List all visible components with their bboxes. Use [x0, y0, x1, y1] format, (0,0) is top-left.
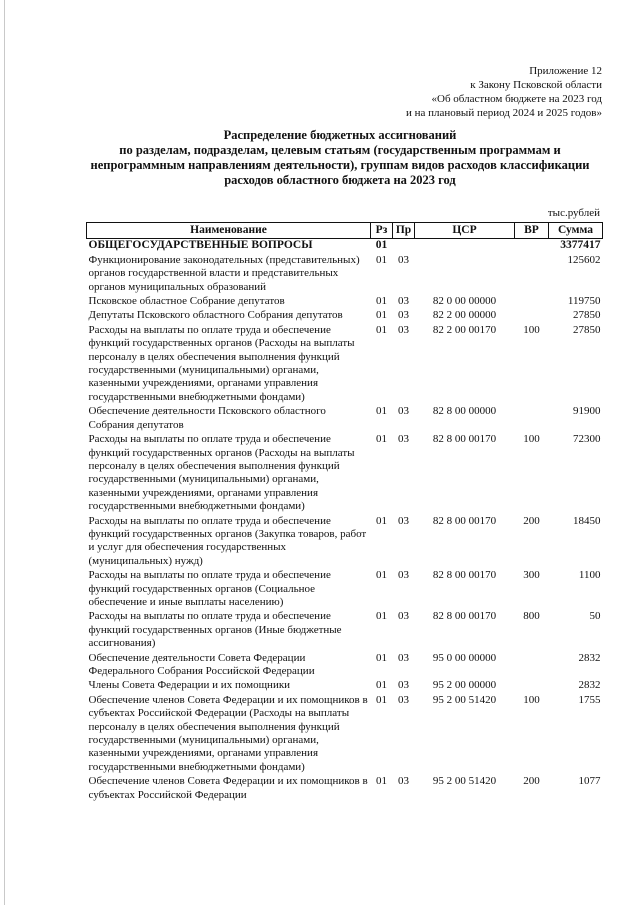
- cell-rz: 01: [375, 239, 388, 252]
- cell-pr: 03: [398, 405, 409, 418]
- cell-pr: 03: [398, 253, 409, 266]
- cell-vr: 200: [523, 775, 540, 788]
- cell-vr: [515, 239, 549, 254]
- cell-rz: 01: [376, 433, 387, 446]
- table-row: [87, 254, 603, 295]
- cell-name: Расходы на выплаты по оплате труда и обеспечение функций государственных органов (Расходы на выплаты персоналу в целях обеспечения выполнения функций государственными (муниципальными) органами, казенными учреждениями, органами управления государственными внебюджетными фондами): [88, 323, 355, 403]
- table-row: [87, 694, 603, 775]
- appendix-line: и на плановый период 2024 и 2025 годов»: [405, 107, 602, 119]
- cell-pr: 03: [398, 569, 409, 582]
- cell-csr: 82 0 00 00000: [432, 295, 497, 308]
- scan-edge: [4, 0, 5, 905]
- cell-csr: 82 8 00 00170: [432, 514, 497, 527]
- cell-rz: 01: [376, 253, 387, 266]
- title-line: расходов областного бюджета на 2023 год: [224, 173, 456, 187]
- cell-name: Члены Совета Федерации и их помощники: [88, 679, 291, 692]
- cell-csr: 95 2 00 51420: [432, 693, 497, 706]
- cell-name: Обеспечение деятельности Совета Федерации Федерального Собрания Российской Федерации: [88, 651, 315, 677]
- cell-rz: 01: [376, 295, 387, 308]
- header-csr: ЦСР: [415, 223, 515, 239]
- cell-pr: 03: [398, 309, 409, 322]
- cell-pr: 03: [398, 514, 409, 527]
- cell-rz: 01: [376, 679, 387, 692]
- table-header-row: [87, 223, 603, 239]
- appendix-line: к Закону Псковской области: [470, 79, 602, 91]
- table-row: [87, 569, 603, 610]
- cell-vr: 100: [523, 693, 540, 706]
- cell-name: Депутаты Псковского областного Собрания депутатов: [88, 309, 343, 322]
- cell-sum: 3377417: [560, 239, 601, 252]
- cell-sum: 125602: [567, 253, 601, 266]
- cell-vr: 100: [523, 433, 540, 446]
- header-sum: Сумма: [549, 223, 603, 239]
- cell-pr: 03: [398, 651, 409, 664]
- cell-vr: 300: [523, 569, 540, 582]
- cell-rz: 01: [376, 309, 387, 322]
- cell-name: Обеспечение членов Совета Федерации и их помощников в субъектах Российской Федерации: [88, 775, 368, 801]
- cell-vr: [515, 295, 549, 309]
- table-row: [87, 239, 603, 254]
- cell-name: ОБЩЕГОСУДАРСТВЕННЫЕ ВОПРОСЫ: [88, 239, 313, 252]
- table-row: [87, 433, 603, 514]
- cell-csr: 82 8 00 00170: [432, 433, 497, 446]
- cell-csr: 82 8 00 00000: [432, 405, 497, 418]
- table-row: [87, 679, 603, 693]
- header-pr: Пр: [393, 223, 415, 239]
- cell-vr: [515, 652, 549, 680]
- cell-csr: [415, 239, 515, 254]
- appendix-note: [406, 64, 602, 120]
- cell-pr: 03: [398, 323, 409, 336]
- cell-name: Псковское областное Собрание депутатов: [88, 295, 285, 308]
- title-line: по разделам, подразделам, целевым статьям (государственным программам и: [119, 143, 561, 157]
- cell-rz: 01: [376, 651, 387, 664]
- cell-csr: 82 2 00 00170: [432, 323, 497, 336]
- units-label: тыс.рублей: [547, 207, 600, 219]
- table-row: [87, 309, 603, 323]
- cell-sum: 50: [589, 610, 601, 623]
- cell-rz: 01: [376, 323, 387, 336]
- cell-sum: 2832: [578, 651, 601, 664]
- cell-pr: 03: [398, 610, 409, 623]
- cell-rz: 01: [376, 693, 387, 706]
- cell-sum: 27850: [573, 323, 601, 336]
- cell-name: Расходы на выплаты по оплате труда и обеспечение функций государственных органов (Социальное обеспечение и иные выплаты населению): [88, 569, 331, 608]
- cell-name: Обеспечение членов Совета Федерации и их помощников в субъектах Российской Федерации (Расходы на выплаты персоналу в целях обеспечения выполнения функций государственными (муниципальными) органами, казенными учреждениями, органами управления государственными внебюджетными фондами): [88, 693, 368, 773]
- cell-name: Функционирование законодательных (представительных) органов государственной власти и представительных органов муниципальных образований: [88, 253, 360, 293]
- title-line: Распределение бюджетных ассигнований: [223, 128, 457, 142]
- cell-sum: 1077: [578, 775, 601, 788]
- cell-csr: 95 2 00 00000: [432, 679, 497, 692]
- cell-pr: 03: [398, 433, 409, 446]
- table-row: [87, 775, 603, 803]
- cell-name: Расходы на выплаты по оплате труда и обеспечение функций государственных органов (Иные бюджетные ассигнования): [88, 610, 342, 650]
- budget-table: [86, 222, 603, 803]
- cell-sum: 27850: [573, 309, 601, 322]
- cell-rz: 01: [376, 514, 387, 527]
- appendix-line: Приложение 12: [529, 65, 602, 77]
- cell-rz: 01: [376, 405, 387, 418]
- cell-pr: [393, 239, 415, 254]
- cell-name: Расходы на выплаты по оплате труда и обеспечение функций государственных органов (Закупка товаров, работ и услуг для обеспечения государственных (муниципальных) нужд): [88, 514, 367, 567]
- cell-sum: 18450: [573, 514, 601, 527]
- cell-csr: 95 2 00 51420: [432, 775, 497, 788]
- cell-pr: 03: [398, 775, 409, 788]
- cell-csr: 95 0 00 00000: [432, 651, 497, 664]
- cell-sum: 2832: [578, 679, 601, 692]
- cell-pr: 03: [398, 679, 409, 692]
- cell-pr: 03: [398, 693, 409, 706]
- header-vr: ВР: [515, 223, 549, 239]
- cell-sum: 1755: [578, 693, 601, 706]
- cell-vr: [515, 254, 549, 295]
- cell-vr: [515, 309, 549, 323]
- table-row: [87, 295, 603, 309]
- cell-vr: 100: [523, 323, 540, 336]
- appendix-line: «Об областном бюджете на 2023 год: [431, 93, 602, 105]
- document-title: [70, 128, 610, 188]
- cell-sum: 72300: [573, 433, 601, 446]
- cell-name: Обеспечение деятельности Псковского областного Собрания депутатов: [88, 405, 326, 431]
- cell-csr: 82 8 00 00170: [432, 610, 497, 623]
- cell-rz: 01: [376, 775, 387, 788]
- table-row: [87, 405, 603, 433]
- cell-sum: 119750: [567, 295, 601, 308]
- cell-sum: 91900: [573, 405, 601, 418]
- title-line: непрограммным направлениям деятельности), группам видов расходов классификации: [90, 158, 590, 172]
- cell-vr: [515, 405, 549, 433]
- table-row: [87, 324, 603, 405]
- cell-sum: 1100: [578, 569, 601, 582]
- cell-csr: [415, 254, 515, 295]
- header-rz: Рз: [371, 223, 393, 239]
- header-name: Наименование: [87, 223, 371, 239]
- table-row: [87, 515, 603, 570]
- table-row: [87, 610, 603, 651]
- cell-csr: 82 8 00 00170: [432, 569, 497, 582]
- cell-vr: 800: [523, 610, 540, 623]
- cell-vr: [515, 679, 549, 693]
- table-row: [87, 652, 603, 680]
- cell-rz: 01: [376, 569, 387, 582]
- cell-csr: 82 2 00 00000: [432, 309, 497, 322]
- cell-vr: 200: [523, 514, 540, 527]
- cell-name: Расходы на выплаты по оплате труда и обеспечение функций государственных органов (Расходы на выплаты персоналу в целях обеспечения выполнения функций государственными (муниципальными) органами, казенными учреждениями, органами управления государственными внебюджетными фондами): [88, 433, 355, 513]
- cell-pr: 03: [398, 295, 409, 308]
- cell-rz: 01: [376, 610, 387, 623]
